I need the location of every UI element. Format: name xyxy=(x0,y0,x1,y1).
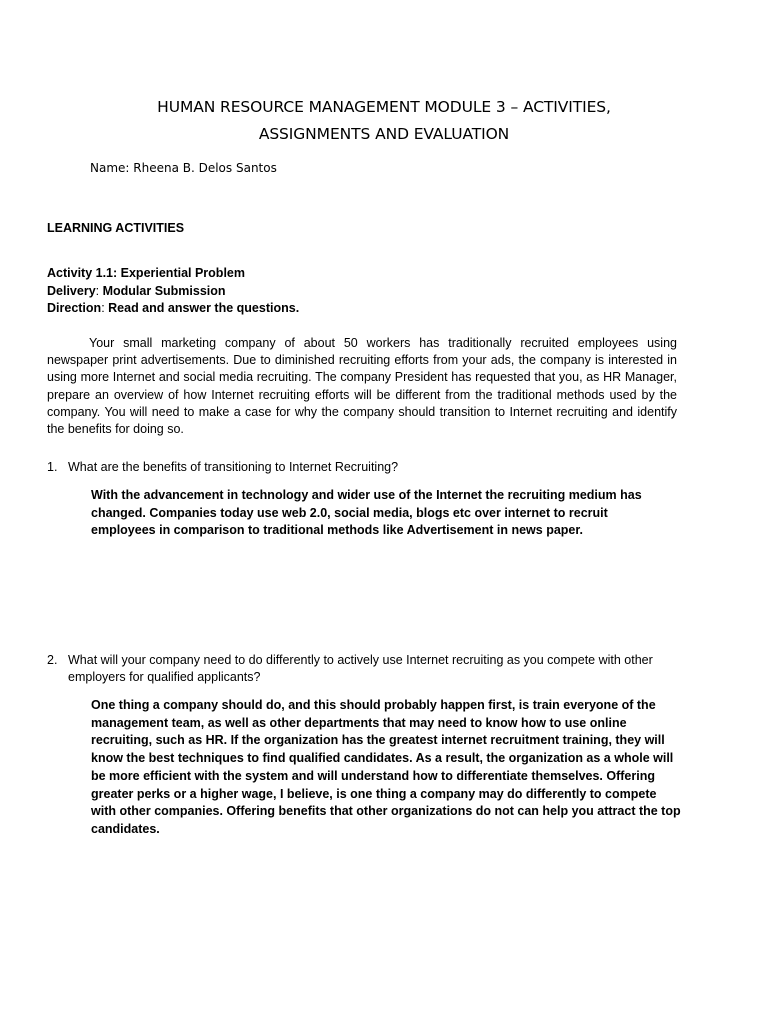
direction-row xyxy=(47,300,299,318)
activity-meta xyxy=(47,265,299,318)
title-line-2: ASSIGNMENTS AND EVALUATION xyxy=(258,125,510,143)
delivery-value: Modular Submission xyxy=(99,283,226,298)
question-2 xyxy=(47,652,681,686)
delivery-separator: : xyxy=(95,283,100,298)
answer-2: One thing a company should do, and this should probably happen first, is train everyone of the management team, as well as other departments that may need to know how to use online recruiting, such as HR. If the organization has the greatest internet recruitment training, they will know the best techniques to find qualified candidates. As a result, the organization as a whole will be more efficient with the system and will understand how to differentiate themselves. Offering greater perks or a higher wage, I believe, is one thing a company may do differently to compete with other companies. Offering benefits that other organizations do not can help you attract the top candidates. xyxy=(91,698,681,836)
section-heading: LEARNING ACTIVITIES xyxy=(47,221,185,235)
scenario-paragraph: Your small marketing company of about 50 workers has traditionally recruited employees using newspaper print advertisements. Due to diminished recruiting efforts from your ads, the company is interested in using more Internet and social media recruiting. The company President has requested that you, as HR Manager, prepare an overview of how Internet recruiting efforts will be different from the traditional methods used by the company. You will need to make a case for why the company should transition to Internet recruiting and identify the benefits for doing so. xyxy=(47,336,677,437)
question-1 xyxy=(47,459,681,476)
activity-label: Activity 1.1: Experiential Problem xyxy=(47,266,245,280)
question-text: What will your company need to do differently to actively use Internet recruiting as you compete with other employers for qualified applicants? xyxy=(68,653,653,684)
activity-label-row xyxy=(47,265,299,283)
question-number: 1. xyxy=(47,460,58,474)
direction-value: Read and answer the questions. xyxy=(104,301,300,315)
delivery-row xyxy=(47,283,299,301)
answer-1: With the advancement in technology and wider use of the Internet the recruiting medium has changed. Companies today use web 2.0, social media, blogs etc over internet to recruit employees in comparison to traditional methods like Advertisement in news paper. xyxy=(91,488,642,538)
document-title xyxy=(0,94,768,148)
direction-separator: : xyxy=(101,301,105,315)
direction-key: Direction xyxy=(47,301,102,315)
question-number: 2. xyxy=(47,653,58,667)
delivery-key: Delivery xyxy=(47,283,96,298)
student-name: Name: Rheena B. Delos Santos xyxy=(90,161,277,175)
question-text: What are the benefits of transitioning to Internet Recruiting? xyxy=(68,460,399,474)
title-line-1: HUMAN RESOURCE MANAGEMENT MODULE 3 – ACTIVITIES, xyxy=(157,98,611,116)
